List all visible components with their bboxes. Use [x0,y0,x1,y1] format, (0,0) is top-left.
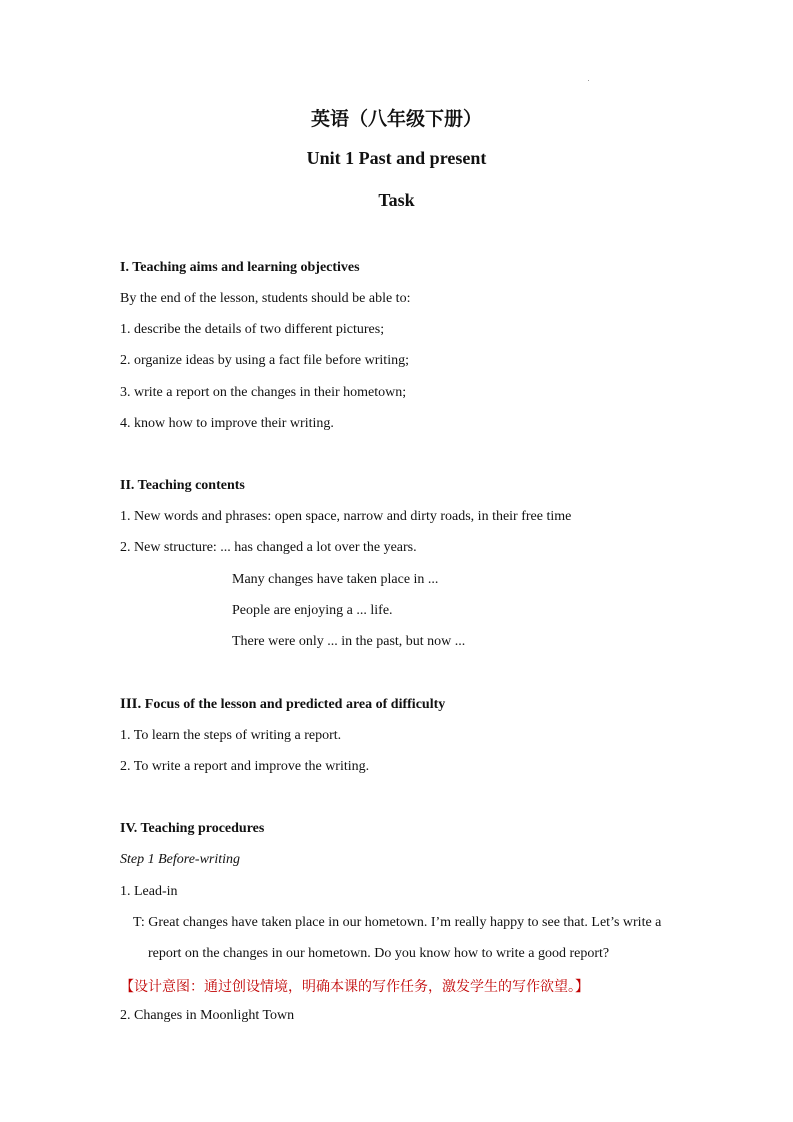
page-mark [588,80,589,81]
focus-item: 2. To write a report and improve the writing. [120,759,370,774]
section-heading-aims: I. Teaching aims and learning objectives [120,260,360,275]
structure-item: Many changes have taken place in ... [232,572,439,587]
aims-item: 1. describe the details of two different pictures; [120,322,385,337]
section-heading-procedures: IV. Teaching procedures [120,821,265,836]
aims-item: 3. write a report on the changes in their hometown; [120,385,407,400]
structure-item: There were only ... in the past, but now ... [232,634,466,649]
contents-structure-label: 2. New structure: ... has changed a lot over the years. [120,540,417,555]
teacher-speech-continued: report on the changes in our hometown. Do you know how to write a good report? [148,946,610,961]
aims-item: 4. know how to improve their writing. [120,416,334,431]
step-title: Step 1 Before-writing [120,852,241,867]
teacher-speech: T: Great changes have taken place in our hometown. I’m really happy to see that. Let’s write a [133,915,662,930]
lesson-subtitle: Task [378,190,415,210]
unit-title: Unit 1 Past and present [306,148,487,168]
procedure-item: 2. Changes in Moonlight Town [120,1008,295,1023]
aims-intro: By the end of the lesson, students should be able to: [120,291,411,306]
design-intent-note: 【设计意图：通过创设情境，明确本课的写作任务，激发学生的写作欲望。】 [120,979,589,995]
procedure-item: 1. Lead-in [120,884,178,899]
contents-words: 1. New words and phrases: open space, narrow and dirty roads, in their free time [120,509,572,524]
structure-item: People are enjoying a ... life. [232,603,393,618]
section-heading-text: Focus of the lesson and predicted area of difficulty [141,697,446,712]
document-title-cn: 英语（八年级下册） [310,108,482,130]
section-number: III. [120,696,142,712]
section-heading-focus [120,696,445,713]
focus-item: 1. To learn the steps of writing a report. [120,728,342,743]
section-heading-contents: II. Teaching contents [120,478,245,493]
aims-item: 2. organize ideas by using a fact file before writing; [120,353,409,368]
